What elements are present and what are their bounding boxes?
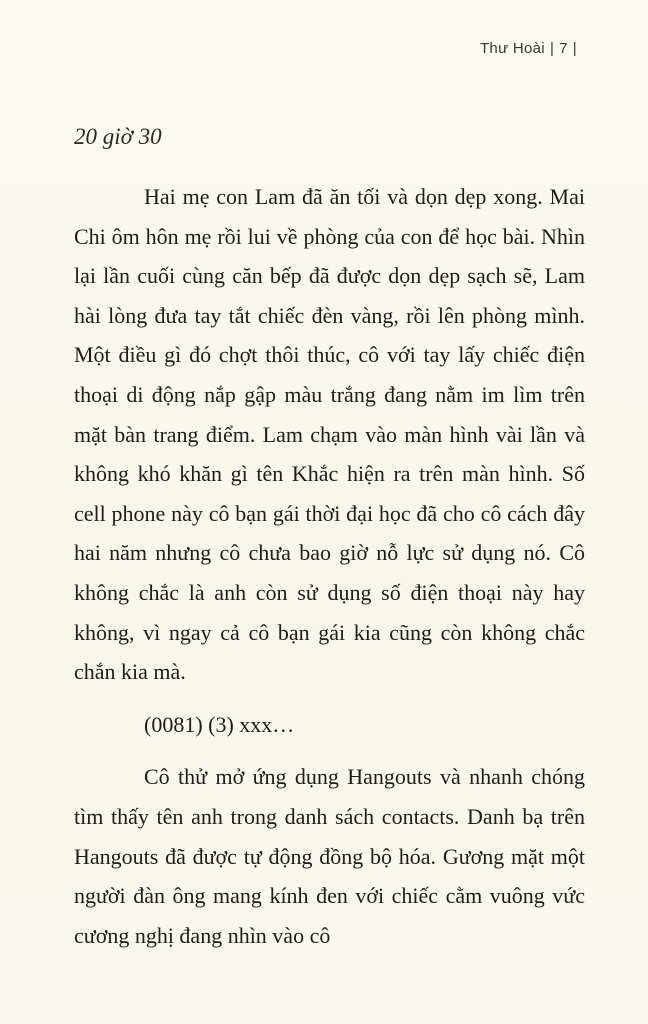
paragraph-phone-number: (0081) (3) xxx…	[144, 711, 295, 737]
header-separator-end: |	[572, 40, 577, 57]
author-name: Thư Hoài	[479, 40, 545, 57]
body-text	[74, 177, 585, 955]
header-separator: |	[549, 40, 555, 57]
running-header	[480, 40, 582, 57]
paragraph-1: Hai mẹ con Lam đã ăn tối và dọn dẹp xong. Mai Chi ôm hôn mẹ rồi lui về phòng của con để học bài. Nhìn lại lần cuối cùng căn bếp đã được dọn dẹp sạch sẽ, Lam hài lòng đưa tay tắt chiếc đèn vàng, rồi lên phòng mình. Một điều gì đó chợt thôi thúc, cô với tay lấy chiếc điện thoại di động nắp gập màu trắng đang nằm im lìm trên mặt bàn trang điểm. Lam chạm vào màn hình vài lần và không khó khăn gì tên Khắc hiện ra trên màn hình. Số cell phone này cô bạn gái thời đại học đã cho cô cách đây hai năm nhưng cô chưa bao giờ nỗ lực sử dụng nó. Cô không chắc là anh còn sử dụng số điện thoại này hay không, vì ngay cả cô bạn gái kia cũng còn không chắc chắn kia mà.	[74, 184, 585, 685]
paragraph-2: Cô thử mở ứng dụng Hangouts và nhanh chóng tìm thấy tên anh trong danh sách contacts. Danh bạ trên Hangouts đã được tự động đồng bộ hóa. Gương mặt một người đàn ông mang kính đen với chiếc cằm vuông vức cương nghị đang nhìn vào cô	[74, 764, 585, 948]
page-number: 7	[559, 40, 568, 57]
time-heading: 20 giờ 30	[74, 124, 162, 149]
